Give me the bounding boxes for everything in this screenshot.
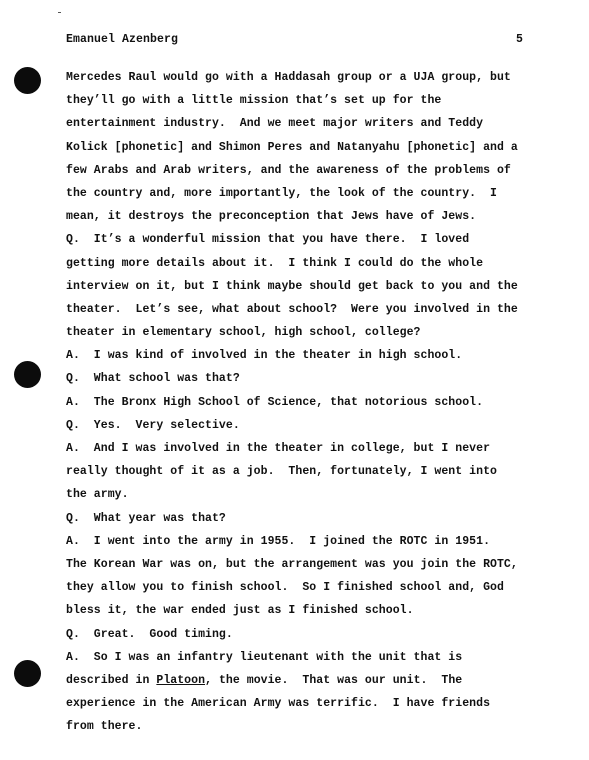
header-interviewee-name: Emanuel Azenberg	[66, 33, 179, 46]
answer-line: A. I was kind of involved in the theater in high school.	[66, 349, 463, 363]
answer-line: A. I went into the army in 1955. I joined the ROTC in 1951.	[66, 534, 491, 548]
answer-line: A. The Bronx High School of Science, that notorious school.	[66, 395, 484, 409]
answer-line: A. And I was involved in the theater in college, but I never	[66, 442, 491, 455]
text-line: experience in the American Army was terrific. I have friends	[66, 697, 491, 711]
text-line: the army.	[66, 488, 129, 502]
question-line: Q. Yes. Very selective.	[66, 418, 240, 432]
question-line: Q. What year was that?	[66, 511, 226, 525]
question-line: Q. It’s a wonderful mission that you have there. I loved	[66, 233, 470, 247]
transcript-body	[66, 66, 536, 738]
punch-hole-middle	[14, 361, 41, 388]
text-line: entertainment industry. And we meet major writers and Teddy	[66, 117, 484, 131]
text-line: really thought of it as a job. Then, fortunately, I went into	[66, 465, 497, 479]
text-line: Mercedes Raul would go with a Haddasah group or a UJA group, but	[66, 71, 511, 84]
text-line: they allow you to finish school. So I finished school and, God	[66, 581, 504, 595]
text-line: from there.	[66, 720, 143, 734]
text-line: Kolick [phonetic] and Shimon Peres and Natanyahu [phonetic] and a	[66, 140, 518, 154]
text-line: mean, it destroys the preconception that Jews have of Jews.	[66, 210, 477, 224]
text-line: The Korean War was on, but the arrangement was you join the ROTC,	[66, 557, 518, 571]
text-line: theater. Let’s see, what about school? Were you involved in the	[66, 302, 518, 316]
film-title-platoon: Platoon	[156, 673, 206, 687]
page-number: 5	[516, 33, 523, 46]
punch-hole-top	[14, 67, 41, 94]
punch-hole-bottom	[14, 660, 41, 687]
text-line: few Arabs and Arab writers, and the awareness of the problems of	[66, 163, 511, 177]
text-line: interview on it, but I think maybe should get back to you and the	[66, 279, 518, 293]
text-line-with-film-title	[66, 669, 536, 692]
text-segment: , the movie. That was our unit. The	[205, 673, 463, 687]
text-line: bless it, the war ended just as I finished school.	[66, 604, 414, 618]
text-line: theater in elementary school, high school, college?	[66, 326, 421, 340]
answer-line: A. So I was an infantry lieutenant with the unit that is	[66, 650, 463, 664]
scan-speck	[58, 12, 61, 13]
text-line: they’ll go with a little mission that’s set up for the	[66, 94, 442, 108]
text-segment: described in	[66, 673, 157, 687]
question-line: Q. What school was that?	[66, 372, 240, 386]
text-line: getting more details about it. I think I could do the whole	[66, 256, 484, 270]
text-line: the country and, more importantly, the look of the country. I	[66, 186, 497, 200]
question-line: Q. Great. Good timing.	[66, 627, 233, 641]
